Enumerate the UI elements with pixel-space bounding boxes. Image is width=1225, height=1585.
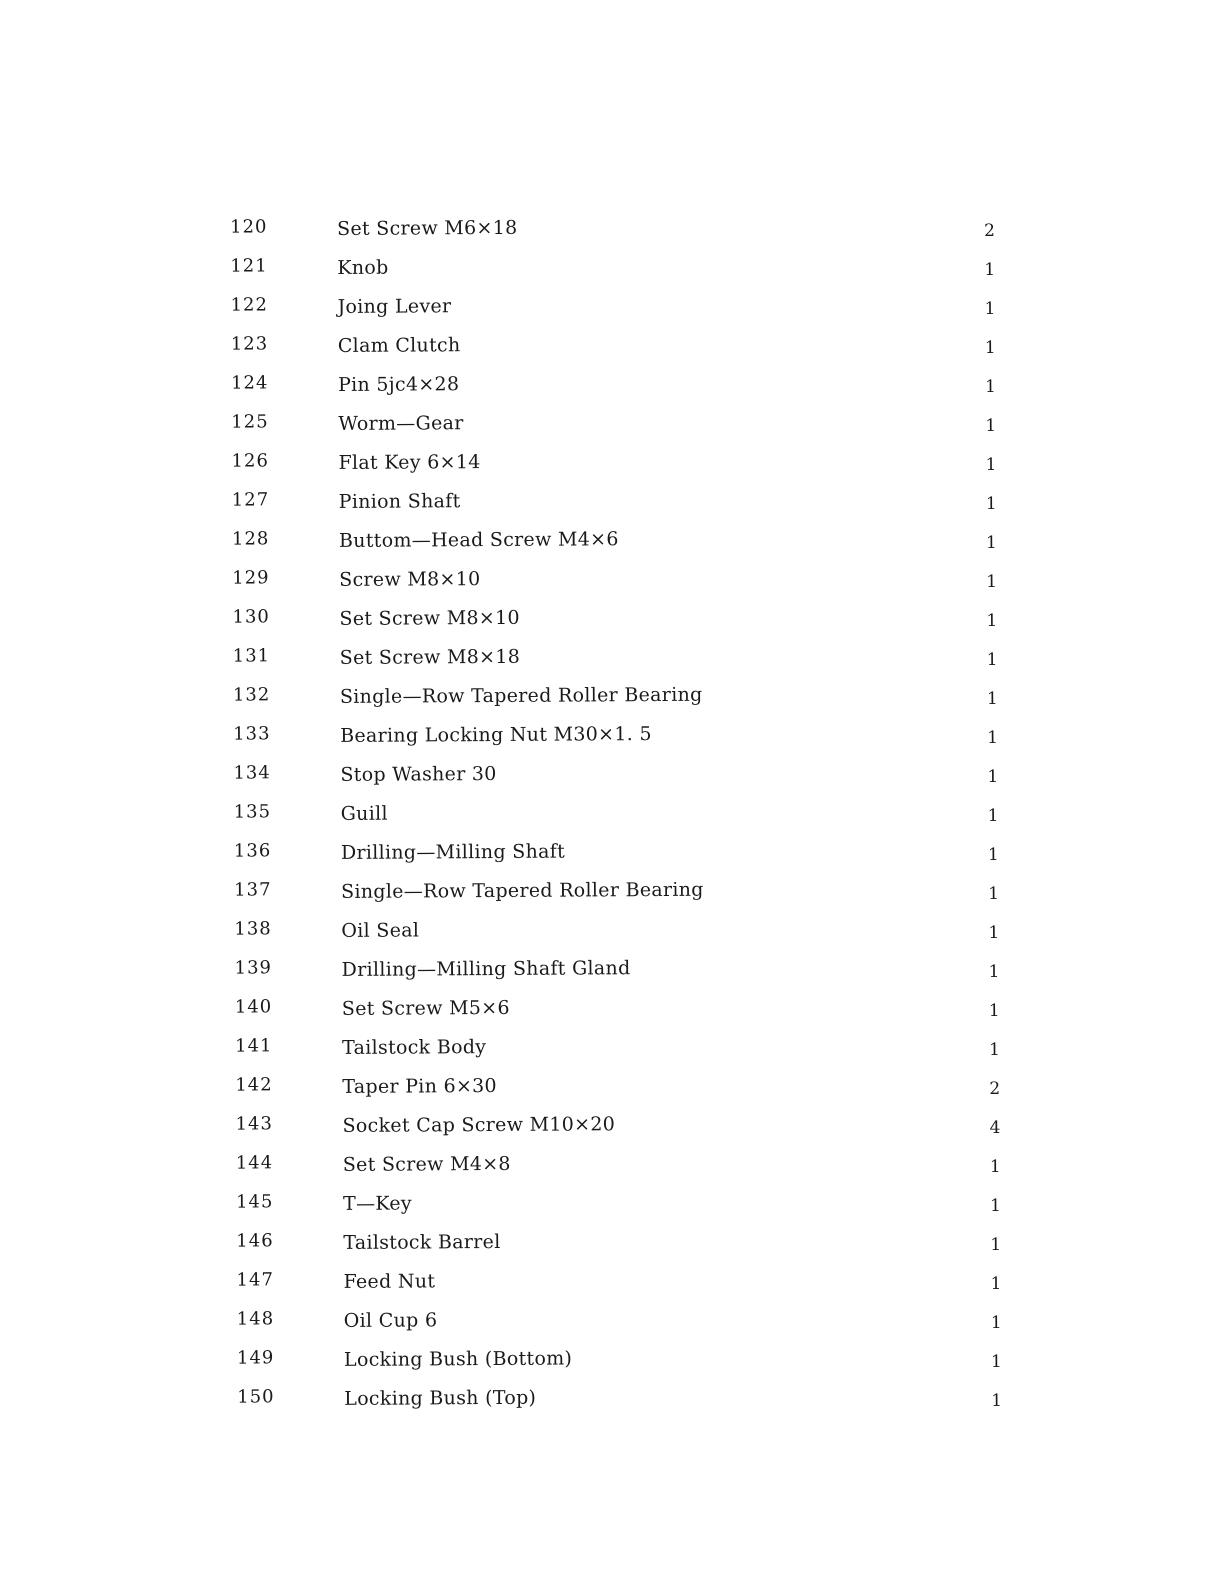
part-quantity: 1 — [985, 415, 997, 436]
part-quantity: 1 — [990, 1234, 1002, 1255]
part-quantity: 1 — [987, 844, 999, 865]
part-description: Guill — [340, 802, 388, 825]
part-number: 124 — [230, 372, 269, 394]
part-number: 132 — [232, 684, 271, 706]
part-quantity: 2 — [989, 1078, 1001, 1099]
part-quantity: 1 — [986, 649, 998, 670]
part-description: Drilling—Milling Shaft Gland — [341, 957, 631, 981]
part-quantity: 1 — [988, 961, 1000, 982]
part-quantity: 1 — [985, 454, 997, 475]
part-description: Screw M8×10 — [339, 568, 481, 591]
part-number: 143 — [235, 1113, 273, 1135]
part-description: Oil Cup 6 — [343, 1309, 438, 1332]
part-number: 150 — [237, 1386, 275, 1408]
part-number: 141 — [235, 1035, 273, 1057]
part-description: Feed Nut — [343, 1270, 436, 1293]
part-description: Worm—Gear — [338, 412, 464, 435]
part-quantity: 1 — [990, 1312, 1002, 1333]
part-number: 135 — [233, 801, 272, 823]
part-number: 145 — [235, 1191, 274, 1213]
part-quantity: 1 — [986, 571, 998, 592]
part-description: T—Key — [342, 1192, 412, 1215]
part-quantity: 1 — [984, 259, 996, 280]
part-quantity: 1 — [988, 883, 1000, 904]
table-row — [7, 1376, 1225, 1422]
part-number: 125 — [231, 411, 269, 433]
part-quantity: 1 — [989, 1039, 1001, 1060]
part-quantity: 1 — [988, 922, 1000, 943]
part-description: Tailstock Body — [342, 1036, 487, 1059]
part-number: 146 — [236, 1230, 274, 1252]
part-description: Set Screw M6×18 — [337, 216, 518, 240]
parts-list — [0, 207, 1225, 1423]
part-number: 133 — [233, 723, 271, 745]
part-number: 137 — [234, 879, 272, 901]
part-description: Pinion Shaft — [338, 490, 461, 513]
part-description: Set Screw M5×6 — [341, 996, 510, 1020]
part-quantity: 1 — [986, 688, 998, 709]
part-number: 123 — [230, 333, 269, 355]
part-quantity: 1 — [985, 532, 997, 553]
part-quantity: 1 — [989, 1156, 1001, 1177]
part-number: 147 — [236, 1269, 274, 1291]
part-description: Set Screw M4×8 — [342, 1152, 511, 1176]
part-quantity: 1 — [984, 298, 996, 319]
part-quantity: 1 — [988, 1000, 1000, 1021]
part-number: 134 — [233, 762, 271, 784]
part-description: Knob — [337, 256, 389, 279]
part-number: 148 — [236, 1308, 275, 1330]
part-number: 129 — [232, 567, 270, 589]
part-description: Single—Row Tapered Roller Bearing — [341, 878, 704, 903]
part-description: Bearing Locking Nut M30×1. 5 — [340, 723, 652, 747]
part-description: Locking Bush (Top) — [344, 1386, 537, 1410]
part-number: 139 — [234, 957, 273, 979]
part-number: 138 — [234, 918, 272, 940]
part-description: Stop Washer 30 — [340, 762, 497, 786]
part-description: Set Screw M8×10 — [339, 606, 520, 630]
part-description: Taper Pin 6×30 — [342, 1074, 497, 1098]
part-quantity: 1 — [990, 1351, 1002, 1372]
part-description: Clam Clutch — [337, 334, 461, 357]
part-number: 142 — [235, 1074, 273, 1096]
part-number: 131 — [232, 645, 271, 667]
part-number: 136 — [233, 840, 272, 862]
part-number: 130 — [232, 606, 270, 628]
part-quantity: 1 — [987, 805, 999, 826]
part-quantity: 1 — [991, 1390, 1003, 1411]
part-description: Locking Bush (Bottom) — [343, 1347, 573, 1371]
part-description: Set Screw M8×18 — [339, 645, 521, 669]
part-quantity: 1 — [990, 1195, 1001, 1216]
part-description: Single—Row Tapered Roller Bearing — [339, 683, 703, 708]
part-description: Drilling—Milling Shaft — [340, 840, 566, 864]
part-number: 122 — [230, 294, 268, 316]
part-quantity: 1 — [986, 610, 998, 631]
part-quantity: 1 — [985, 493, 997, 514]
part-number: 126 — [231, 450, 269, 472]
part-quantity: 1 — [984, 337, 996, 358]
part-description: Tailstock Barrel — [343, 1230, 501, 1254]
part-number: 127 — [231, 489, 270, 511]
part-number: 128 — [231, 528, 270, 550]
part-number: 144 — [235, 1152, 274, 1174]
part-quantity: 1 — [987, 727, 999, 748]
part-quantity: 4 — [989, 1117, 1001, 1138]
part-description: Buttom—Head Screw M4×6 — [338, 528, 619, 552]
part-description: Socket Cap Screw M10×20 — [342, 1113, 616, 1137]
part-description: Pin 5jc4×28 — [337, 373, 460, 396]
part-quantity: 1 — [987, 766, 999, 787]
part-description: Joing Lever — [337, 295, 452, 318]
part-description: Flat Key 6×14 — [338, 451, 481, 474]
part-quantity: 1 — [990, 1273, 1002, 1294]
part-number: 149 — [236, 1347, 275, 1369]
part-description: Oil Seal — [341, 919, 420, 942]
part-quantity: 2 — [984, 220, 996, 241]
part-quantity: 1 — [985, 376, 996, 397]
part-number: 120 — [230, 216, 268, 238]
part-number: 140 — [234, 996, 273, 1018]
part-number: 121 — [230, 255, 268, 277]
